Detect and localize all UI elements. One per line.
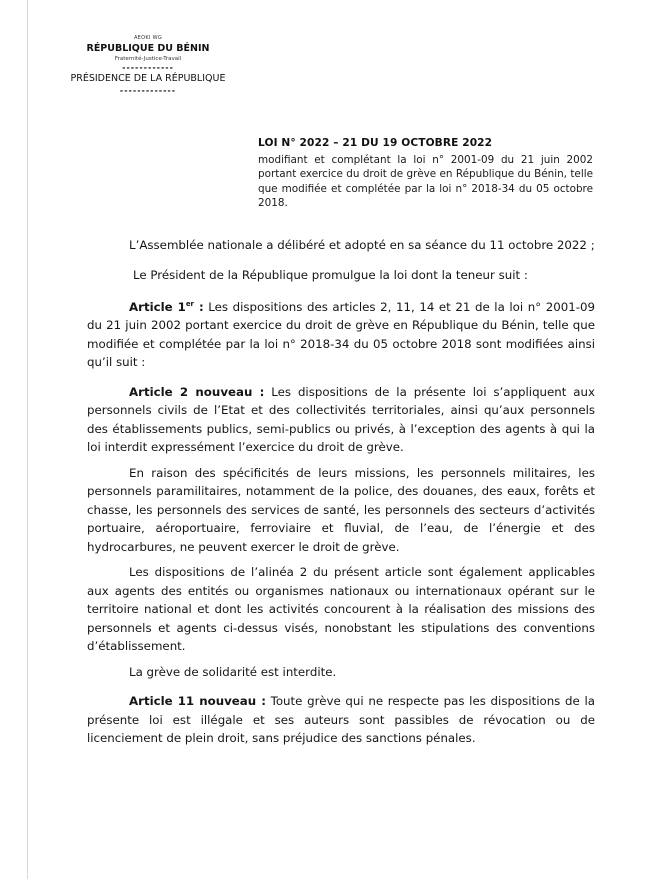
- article-11: [87, 692, 595, 748]
- letterhead: [58, 36, 238, 95]
- republic-name: RÉPUBLIQUE DU BÉNIN: [86, 42, 210, 54]
- separator-line-2: -------------: [119, 85, 177, 95]
- law-subtitle: modifiant et complétant la loi n° 2001-09 du 21 juin 2002 portant exercice du droit de grève en République du Bénin, telle que modifiée et complétée par la loi n° 2018-34 du 05 octobre 2018.: [258, 154, 593, 210]
- article-2-label: Article 2 nouveau :: [129, 384, 265, 399]
- article-11-label: Article 11 nouveau :: [129, 694, 266, 709]
- article-1-text: Les dispositions des articles 2, 11, 14 et 21 de la loi n° 2001-09 du 21 juin 2002 portant exercice du droit de grève en République du Bénin, telle que modifiée et complétée par la loi n° 2018-34 du 05 octobre 2018 sont modifiées ainsi qu’il suit :: [87, 299, 595, 370]
- article-11-text: Toute grève qui ne respecte pas les dispositions de la présente loi est illégale et ses auteurs sont passibles de révocation ou de licenciement de plein droit, sans préjudice des sanctions pénales.: [87, 694, 595, 746]
- separator-line: ------------: [122, 62, 174, 72]
- article-2: [87, 383, 595, 457]
- article-2-paragraph-3: Les dispositions de l’alinéa 2 du présent article sont également applicables aux agents des entités ou organismes nationaux ou internationaux opérant sur le territoire national et dont les activités concourent à la réalisation des missions des personnels et agents ci-dessus visés, nonobstant les stipulations des conventions d’établissement.: [87, 565, 595, 654]
- paragraph-assembly: L’Assemblée nationale a délibéré et adopté en sa séance du 11 octobre 2022 ;: [129, 238, 595, 252]
- letterhead-code: AEOKI WG: [133, 35, 163, 41]
- article-2-paragraph-4: La grève de solidarité est interdite.: [129, 664, 337, 679]
- article-1: [87, 295, 595, 372]
- article-1-label: Article 1er :: [129, 299, 204, 314]
- law-title: LOI N° 2022 – 21 DU 19 OCTOBRE 2022: [258, 137, 493, 149]
- article-2-paragraph-2: En raison des spécificités de leurs missions, les personnels militaires, les personnels paramilitaires, notamment de la police, des douanes, des eaux, forêts et chasse, les personnels des services de santé, les personnels des secteurs d’activités portuaire, aéroportuaire, ferroviaire et fluvial, de l’eau, de l’énergie et des hydrocarbures, ne peuvent exercer le droit de grève.: [87, 465, 595, 554]
- paragraph-promulgation: Le Président de la République promulgue la loi dont la teneur suit :: [133, 267, 528, 282]
- article-2-text: Les dispositions de la présente loi s’appliquent aux personnels civils de l’Etat et des collectivités territoriales, ainsi qu’aux personnels des établissements publics, semi-publics ou privés, à l’exception des agents à qui la loi interdit expressément l’exercice du droit de grève.: [87, 384, 595, 455]
- law-body: [87, 236, 595, 748]
- page-left-edge: [27, 0, 28, 879]
- presidency-name: PRÉSIDENCE DE LA RÉPUBLIQUE: [70, 72, 226, 84]
- national-motto: Fraternité-Justice-Travail: [114, 55, 182, 62]
